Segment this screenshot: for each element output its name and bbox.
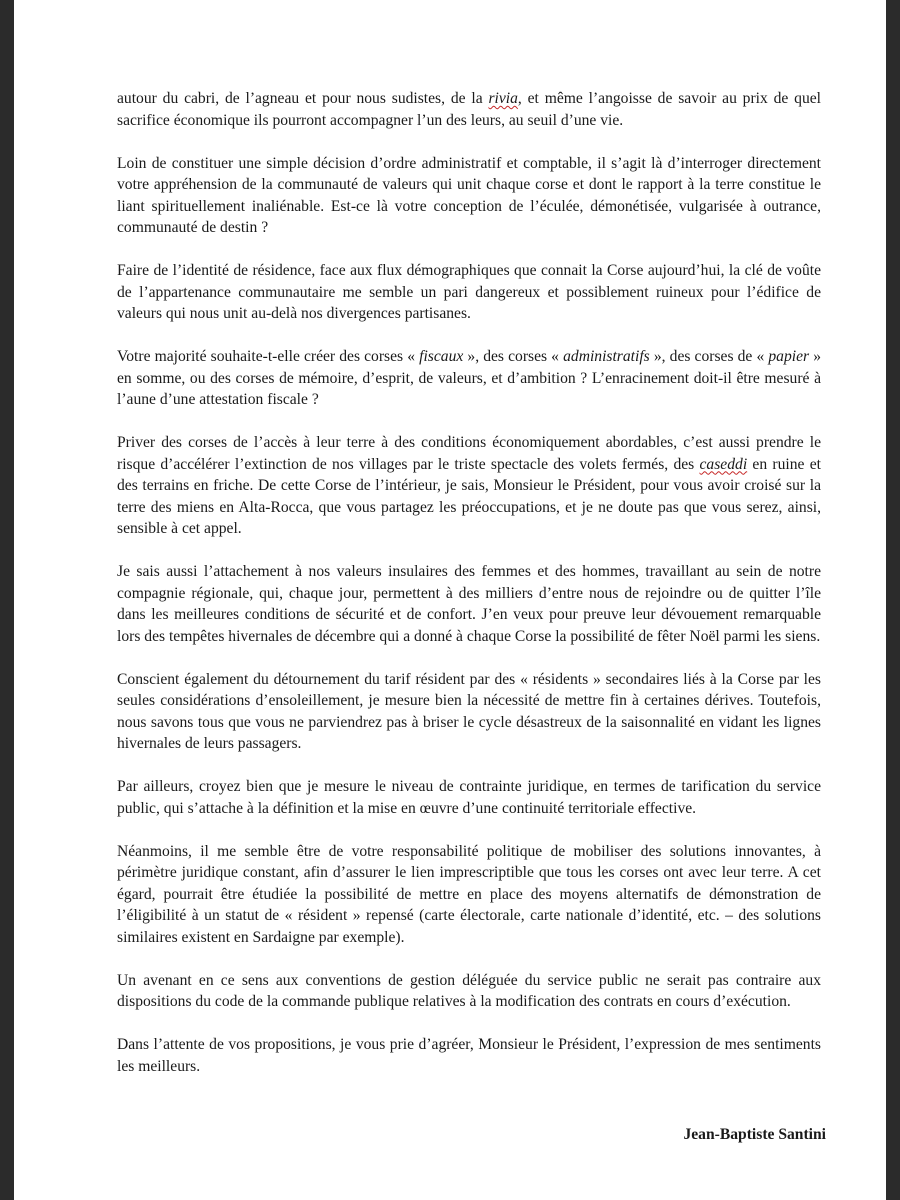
left-margin-bar — [0, 0, 14, 1200]
text-segment: autour du cabri, de l’agneau et pour nous sudistes, de la — [117, 90, 489, 107]
paragraph-2 — [117, 153, 821, 239]
text-segment: Conscient également du détournement du tarif résident par des « résidents » secondaires liés à la Corse par les seules considérations d’ensoleillement, je mesure bien la nécessité de mettre fin à certaines dérives. Toutefois, nous savons tous que vous ne parviendrez pas à briser le cycle désastreux de la saisonnalité en vidant les lignes hivernales de leurs passagers. — [117, 670, 821, 752]
italic-word-rivia: rivia — [488, 90, 518, 107]
italic-word-fiscaux: fiscaux — [419, 348, 464, 365]
paragraph-10 — [117, 970, 821, 1013]
text-segment: Par ailleurs, croyez bien que je mesure le niveau de contrainte juridique, en termes de tarification du service public, qui s’attache à la définition et la mise en œuvre d’une continuité territoriale effective. — [117, 778, 821, 817]
text-segment: Dans l’attente de vos propositions, je vous prie d’agréer, Monsieur le Président, l’expression de mes sentiments les meilleurs. — [117, 1036, 821, 1075]
italic-word-administratifs: administratifs — [563, 348, 650, 365]
text-segment: Néanmoins, il me semble être de votre responsabilité politique de mobiliser des solutions innovantes, à périmètre juridique constant, afin d’assurer le lien imprescriptible que tous les corses ont avec leur terre. A cet égard, pourrait être étudiée la possibilité de mettre en place des moyens alternatifs de démonstration de l’éligibilité à un statut de « résident » repensé (carte électorale, carte nationale d’identité, etc. – des solutions similaires existent en Sardaigne par exemple). — [117, 842, 821, 946]
signature: Jean-Baptiste Santini — [683, 1126, 826, 1143]
text-segment: , et même l’angoisse de savoir au prix de quel sacrifice économique ils pourront accompagner l’un des leurs, au seuil d’une vie. — [117, 90, 822, 129]
paragraph-11 — [117, 1034, 821, 1077]
paragraph-6 — [117, 561, 821, 647]
text-segment: », des corses de « — [649, 348, 769, 365]
text-segment: », des corses « — [463, 348, 564, 365]
text-segment: en ruine et des terrains en friche. De cette Corse de l’intérieur, je sais, Monsieur le Président, pour vous avoir croisé sur la terre des miens en Alta-Rocca, que vous partagez les préoccupations, et je ne doute pas que vous serez, ainsi, sensible à cet appel. — [117, 455, 821, 537]
paragraph-7 — [117, 669, 821, 755]
paragraph-9 — [117, 841, 821, 949]
letter-body — [117, 88, 821, 1099]
text-segment: Loin de constituer une simple décision d’ordre administratif et comptable, il s’agit là d’interroger directement votre appréhension de la communauté de valeurs qui unit chaque corse et dont le rapport à la terre constitue le liant spirituellement inaliénable. Est-ce là votre conception de l’éculée, démonétisée, vulgarisée à outrance, communauté de destin ? — [117, 154, 821, 236]
text-segment: Un avenant en ce sens aux conventions de gestion déléguée du service public ne serait pas contraire aux dispositions du code de la commande publique relatives à la modification des contrats en cours d’exécution. — [117, 971, 821, 1010]
paragraph-4 — [117, 346, 821, 411]
text-segment: Je sais aussi l’attachement à nos valeurs insulaires des femmes et des hommes, travaillant au sein de notre compagnie régionale, qui, chaque jour, permettent à des milliers d’entre nous de rejoindre ou de quitter l’île dans les meilleures conditions de sécurité et de confort. J’en veux pour preuve leur dévouement remarquable lors des tempêtes hivernales de décembre qui a donné à chaque Corse la possibilité de fêter Noël parmi les siens. — [117, 563, 821, 645]
right-margin-bar — [886, 0, 900, 1200]
text-segment: Priver des corses de l’accès à leur terre à des conditions économiquement abordables, c’est aussi prendre le risque d’accélérer l’extinction de nos villages par le triste spectacle des volets fermés, des — [117, 434, 821, 473]
italic-word-papier: papier — [768, 348, 810, 365]
paragraph-3 — [117, 260, 821, 325]
text-segment: Faire de l’identité de résidence, face aux flux démographiques que connait la Corse aujourd’hui, la clé de voûte de l’appartenance communautaire me semble un pari dangereux et possiblement ruineux pour l’édifice de valeurs qui nous unit au-delà nos divergences partisanes. — [117, 262, 821, 322]
paragraph-5 — [117, 432, 821, 540]
text-segment: Votre majorité souhaite-t-elle créer des corses « — [117, 348, 420, 365]
text-segment: » en somme, ou des corses de mémoire, d’esprit, de valeurs, et d’ambition ? L’enracinement doit-il être mesuré à l’aune d’une attestation fiscale ? — [117, 348, 821, 408]
paragraph-1 — [117, 88, 821, 131]
document-page — [14, 0, 886, 1200]
paragraph-8 — [117, 776, 821, 819]
italic-word-caseddi: caseddi — [699, 455, 748, 473]
